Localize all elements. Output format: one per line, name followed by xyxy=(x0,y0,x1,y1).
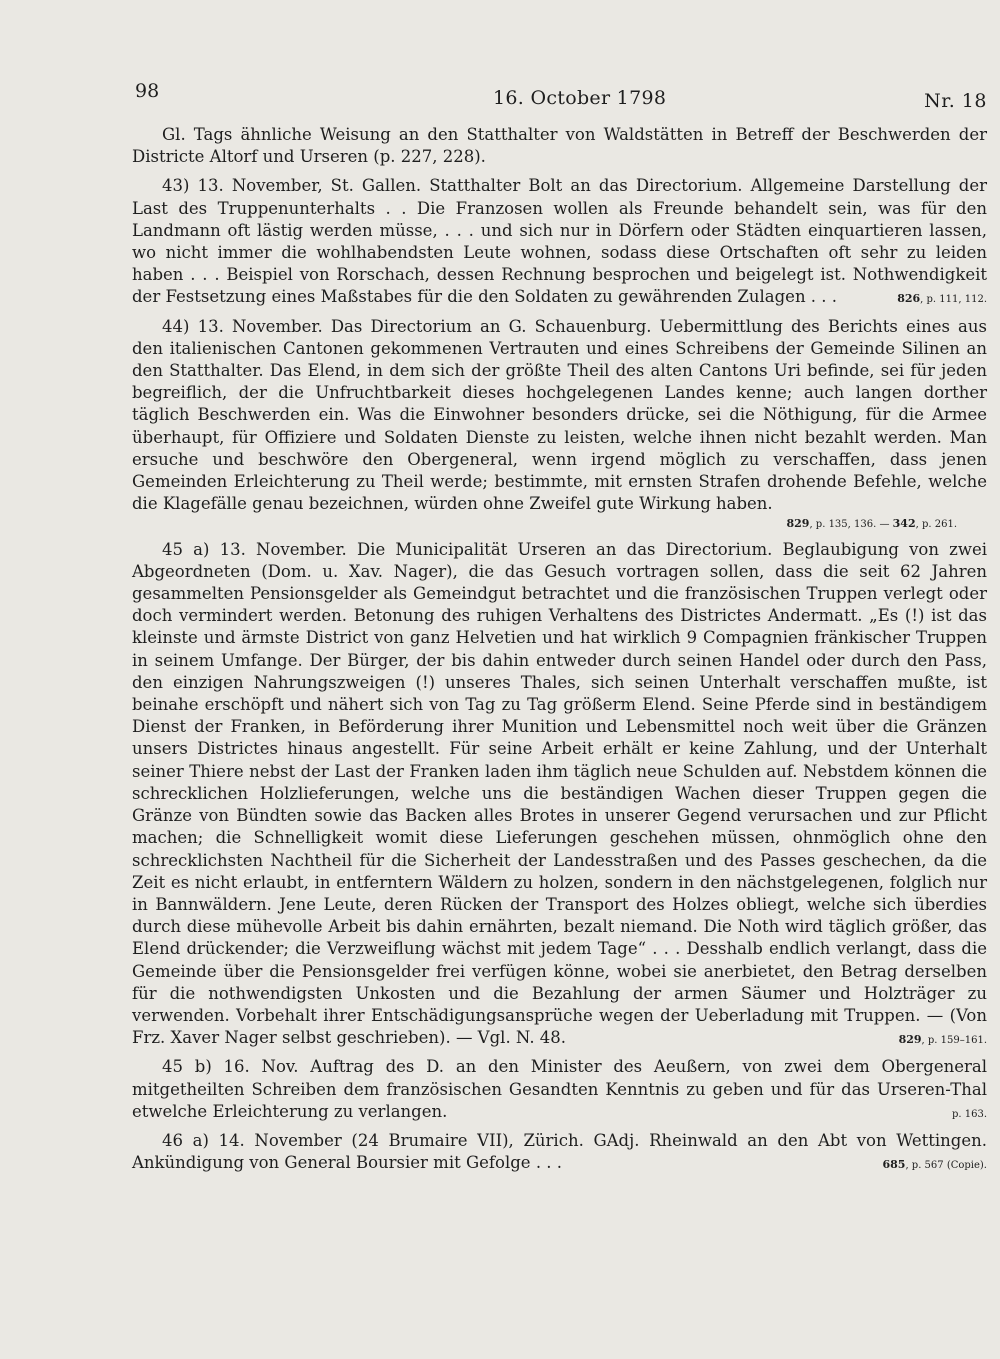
ref-volume: 826 xyxy=(897,292,921,306)
source-reference xyxy=(852,1154,987,1177)
header-date: 16. October 1798 xyxy=(493,87,667,109)
ref-volume: 342 xyxy=(892,517,916,531)
source-reference xyxy=(132,513,957,536)
page-number: 98 xyxy=(135,80,160,102)
entry-gl-tags xyxy=(132,124,987,168)
entry-text: 44) 13. November. Das Directorium an G. Schauenburg. Uebermittlung des Berichts eines aus den italienischen Cantonen gekommenen Vertrauten und eines Schreibens der Gemeinde Silinen an den Statthalter. Das Elend, in dem sich der größte Theil des alten Cantons Uri befinde, sei für jeden begreiflich, der die Unfruchtbarkeit dieses hochgelegenen Landes kenne; auch langen dorther täglich Beschwerden ein. Was die Einwohner besonders drücke, sei die Nöthigung, für die Armee überhaupt, für Offiziere und Soldaten Dienste zu leisten, welche ihnen nicht bezahlt werden. Man ersuche und beschwöre den Obergeneral, wenn irgend möglich zu verschaffen, dass jenen Gemeinden Erleichterung zu Theil werde; bestimmte, mit ernsten Strafen drohende Befehle, welche die Klagefälle genau bezeichnen, würden ohne Zweifel gute Wirkung haben. xyxy=(132,316,987,514)
source-reference xyxy=(869,1029,987,1052)
ref-pages: , p. 111, 112. xyxy=(920,294,987,306)
entry-43 xyxy=(132,175,987,308)
entry-45b xyxy=(132,1056,987,1123)
ref-volume: 685 xyxy=(882,1158,906,1172)
entry-text: 43) 13. November, St. Gallen. Statthalter Bolt an das Directorium. Allgemeine Darstellung der Last des Truppenunterhalts . . Die Franzosen wollen als Freunde behandelt sein, was für den Landmann oft lästig werden müsse, . . . und sich nur in Dörfern oder Städten einquartieren lassen, wo nicht immer die wohlhabendsten Leute wohnen, sodass diese Ortschaften oft sehr zu leiden haben . . . Beispiel von Rorschach, dessen Rechnung besprochen und beigelegt ist. Nothwendigkeit der Festsetzung eines Maßstabes für die den Soldaten zu gewährenden Zulagen . . . xyxy=(132,176,987,307)
entry-text: 45 b) 16. Nov. Auftrag des D. an den Minister des Aeußern, von zwei dem Obergeneral mitgetheilten Schreiben dem französischen Gesandten Kenntnis zu geben und für das Urseren-Thal etwelche Erleichterung zu verlangen. xyxy=(132,1057,987,1121)
entry-46a xyxy=(132,1130,987,1174)
ref-pages: , p. 261. xyxy=(915,519,957,531)
ref-pages: , p. 567 (Copie). xyxy=(905,1160,987,1172)
entry-text: 45 a) 13. November. Die Municipalität Urseren an das Directorium. Beglaubigung von zwei Abgeordneten (Dom. u. Xav. Nager), die das Gesuch vortragen sollen, dass die seit 62 Jahren gesammelten Pensionsgelder als Gemeindgut betrachtet und die französischen Truppen verlegt oder doch vermindert werden. Betonung des ruhigen Verhaltens des Districtes Andermatt. „Es (!) ist das kleinste und ärmste District von ganz Helvetien und hat wirklich 9 Compagnien fränkischer Truppen in seinem Umfange. Der Bürger, der bis dahin entweder durch seinen Handel oder durch den Pass, den einzigen Nahrungszweigen (!) unseres Thales, sich seinen Unterhalt verschaffen mußte, ist beinahe erschöpft und nähert sich von Tag zu Tag größerm Elend. Seine Pferde sind in beständigem Dienst der Franken, in Beförderung ihrer Munition und Lebensmittel noch weit über die Gränzen unsers Districtes hinaus angestellt. Für seine Arbeit erhält er keine Zahlung, und der Unterhalt seiner Thiere nebst der Last der Franken laden ihm täglich neue Schulden auf. Nebstdem können die schrecklichen Holzlieferungen, welche uns die beständigen Wachen dieser Truppen gegen die Gränze von Bündten sowie das Backen alles Brotes in unserer Gegend verursachen und zur Pflicht machen; die Schnelligkeit womit diese Lieferungen geschehen müssen, ohnmöglich ohne den schrecklichsten Nachtheil für die Sicherheit der Landesstraßen und des Passes geschechen, da die Zeit es nicht erlaubt, in entferntern Wäldern zu holzen, sondern in den nächstgelegenen, folglich nur in Bannwäldern. Jene Leute, deren Rücken der Transport des Holzes obliegt, welche sich überdies durch diese mühevolle Arbeit bis dahin ernährten, bezalt niemand. Die Noth wird täglich größer, das Elend drückender; die Verzweiflung wächst mit jedem Tage“ . . . Desshalb endlich verlangt, dass die Gemeinde über die Pensionsgelder frei verfügen könne, wobei sie anerbietet, den Betrag derselben für die nothwendigsten Unkosten und die Bezahlung der armen Säumer und Holzträger zu verwenden. Vorbehalt ihrer Entschädigungsansprüche wegen der Ueberladung mit Truppen. — (Von Frz. Xaver Nager selbst geschrieben). — Vgl. N. 48. xyxy=(132,539,987,1048)
entry-text: 46 a) 14. November (24 Brumaire VII), Zürich. GAdj. Rheinwald an den Abt von Wettingen. Ankündigung von General Boursier mit Gefolge . . . xyxy=(132,1130,987,1173)
ref-volume: 829 xyxy=(786,517,810,531)
ref-pages: , p. 135, 136. — xyxy=(809,519,893,531)
ref-pages: p. 163. xyxy=(951,1108,987,1120)
source-reference xyxy=(867,288,987,311)
ref-pages: , p. 159–161. xyxy=(921,1035,987,1047)
header-number: Nr. 18 xyxy=(924,90,987,112)
source-reference xyxy=(922,1103,987,1126)
ref-volume: 829 xyxy=(898,1033,922,1047)
entry-44 xyxy=(132,316,987,516)
entry-45a xyxy=(132,539,987,1050)
entry-text: Gl. Tags ähnliche Weisung an den Statthalter von Waldstätten in Betreff der Beschwerden der Districte Altorf und Urseren (p. 227, 228). xyxy=(132,125,987,167)
document-body xyxy=(132,124,987,1181)
page-header xyxy=(135,78,987,118)
